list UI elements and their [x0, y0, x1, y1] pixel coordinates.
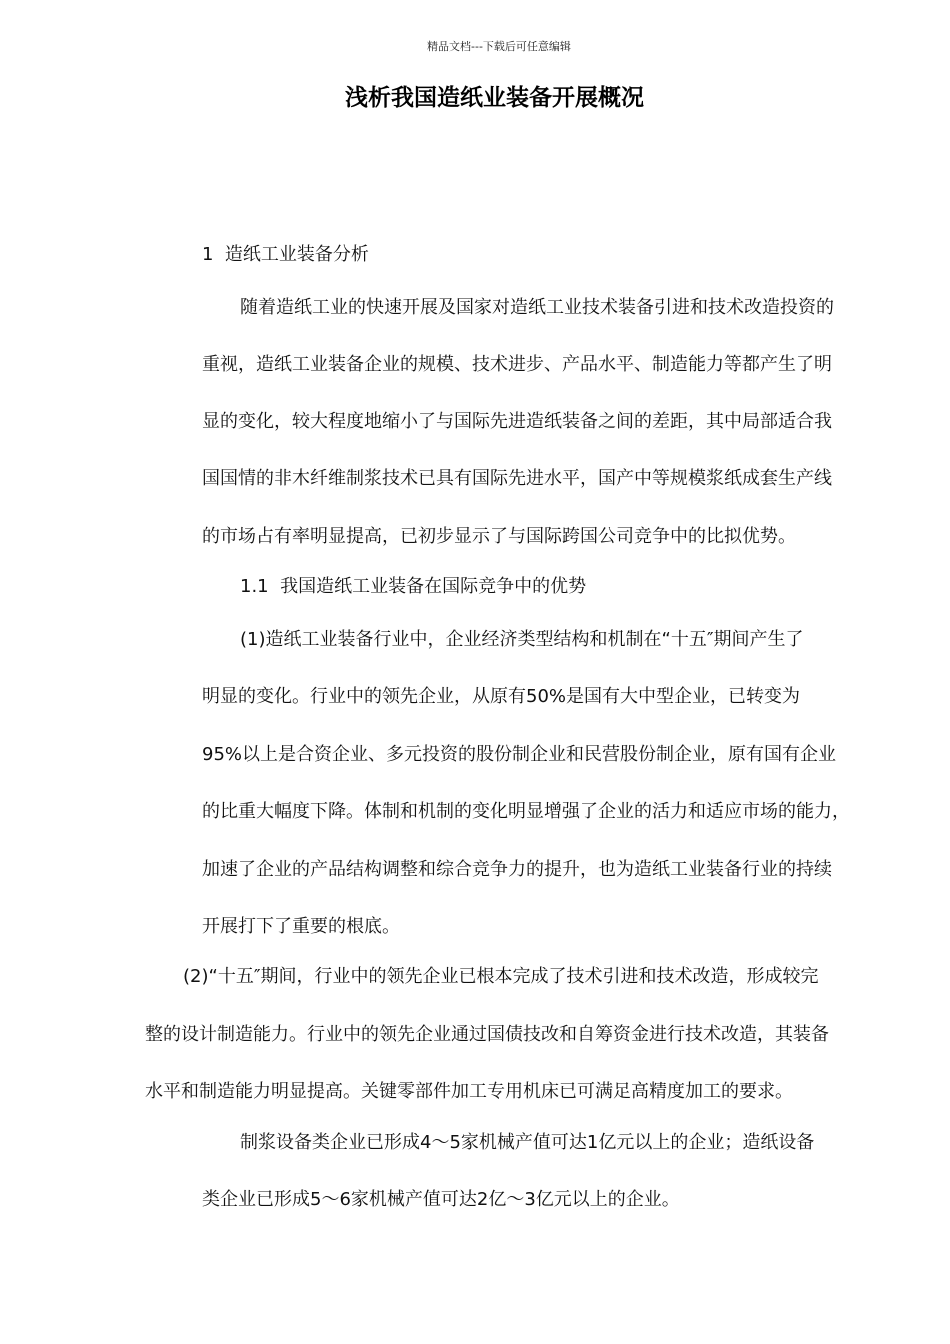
paragraph-line: 国国情的非木纤维制浆技术已具有国际先进水平，国产中等规模浆纸成套生产线 — [202, 468, 832, 489]
paragraph-line: 的比重大幅度下降。体制和机制的变化明显增强了企业的活力和适应市场的能力， — [202, 801, 850, 822]
paragraph-line: 显的变化，较大程度地缩小了与国际先进造纸装备之间的差距，其中局部适合我 — [202, 411, 832, 432]
paragraph-line: 加速了企业的产品结构调整和综合竞争力的提升，也为造纸工业装备行业的持续 — [202, 859, 832, 880]
subsection-heading: 1.1 我国造纸工业装备在国际竞争中的优势 — [240, 576, 587, 597]
paragraph-line: 明显的变化。行业中的领先企业，从原有50%是国有大中型企业，已转变为 — [202, 686, 801, 707]
paragraph-line: 随着造纸工业的快速开展及国家对造纸工业技术装备引进和技术改造投资的 — [240, 297, 834, 318]
paragraph-line: (1)造纸工业装备行业中，企业经济类型结构和机制在“十五″期间产生了 — [240, 629, 804, 650]
paragraph-line: 的市场占有率明显提高，已初步显示了与国际跨国公司竞争中的比拟优势。 — [202, 526, 796, 547]
document-title: 浅析我国造纸业装备开展概况 — [345, 85, 644, 111]
paragraph-line: 开展打下了重要的根底。 — [202, 916, 400, 937]
section-heading: 1 造纸工业装备分析 — [202, 244, 369, 265]
paragraph-line: 重视，造纸工业装备企业的规模、技术进步、产品水平、制造能力等都产生了明 — [202, 354, 832, 375]
paragraph-line: 水平和制造能力明显提高。关键零部件加工专用机床已可满足高精度加工的要求。 — [145, 1081, 793, 1102]
page-header: 精品文档---下载后可任意编辑 — [427, 40, 571, 53]
paragraph-line: 类企业已形成5～6家机械产值可达2亿～3亿元以上的企业。 — [202, 1189, 680, 1210]
paragraph-line: 95%以上是合资企业、多元投资的股份制企业和民营股份制企业，原有国有企业 — [202, 744, 837, 765]
paragraph-line: 整的设计制造能力。行业中的领先企业通过国债技改和自筹资金进行技术改造，其装备 — [145, 1024, 829, 1045]
paragraph-line: (2)“十五″期间，行业中的领先企业已根本完成了技术引进和技术改造，形成较完 — [183, 966, 819, 987]
paragraph-line: 制浆设备类企业已形成4～5家机械产值可达1亿元以上的企业；造纸设备 — [240, 1132, 815, 1153]
